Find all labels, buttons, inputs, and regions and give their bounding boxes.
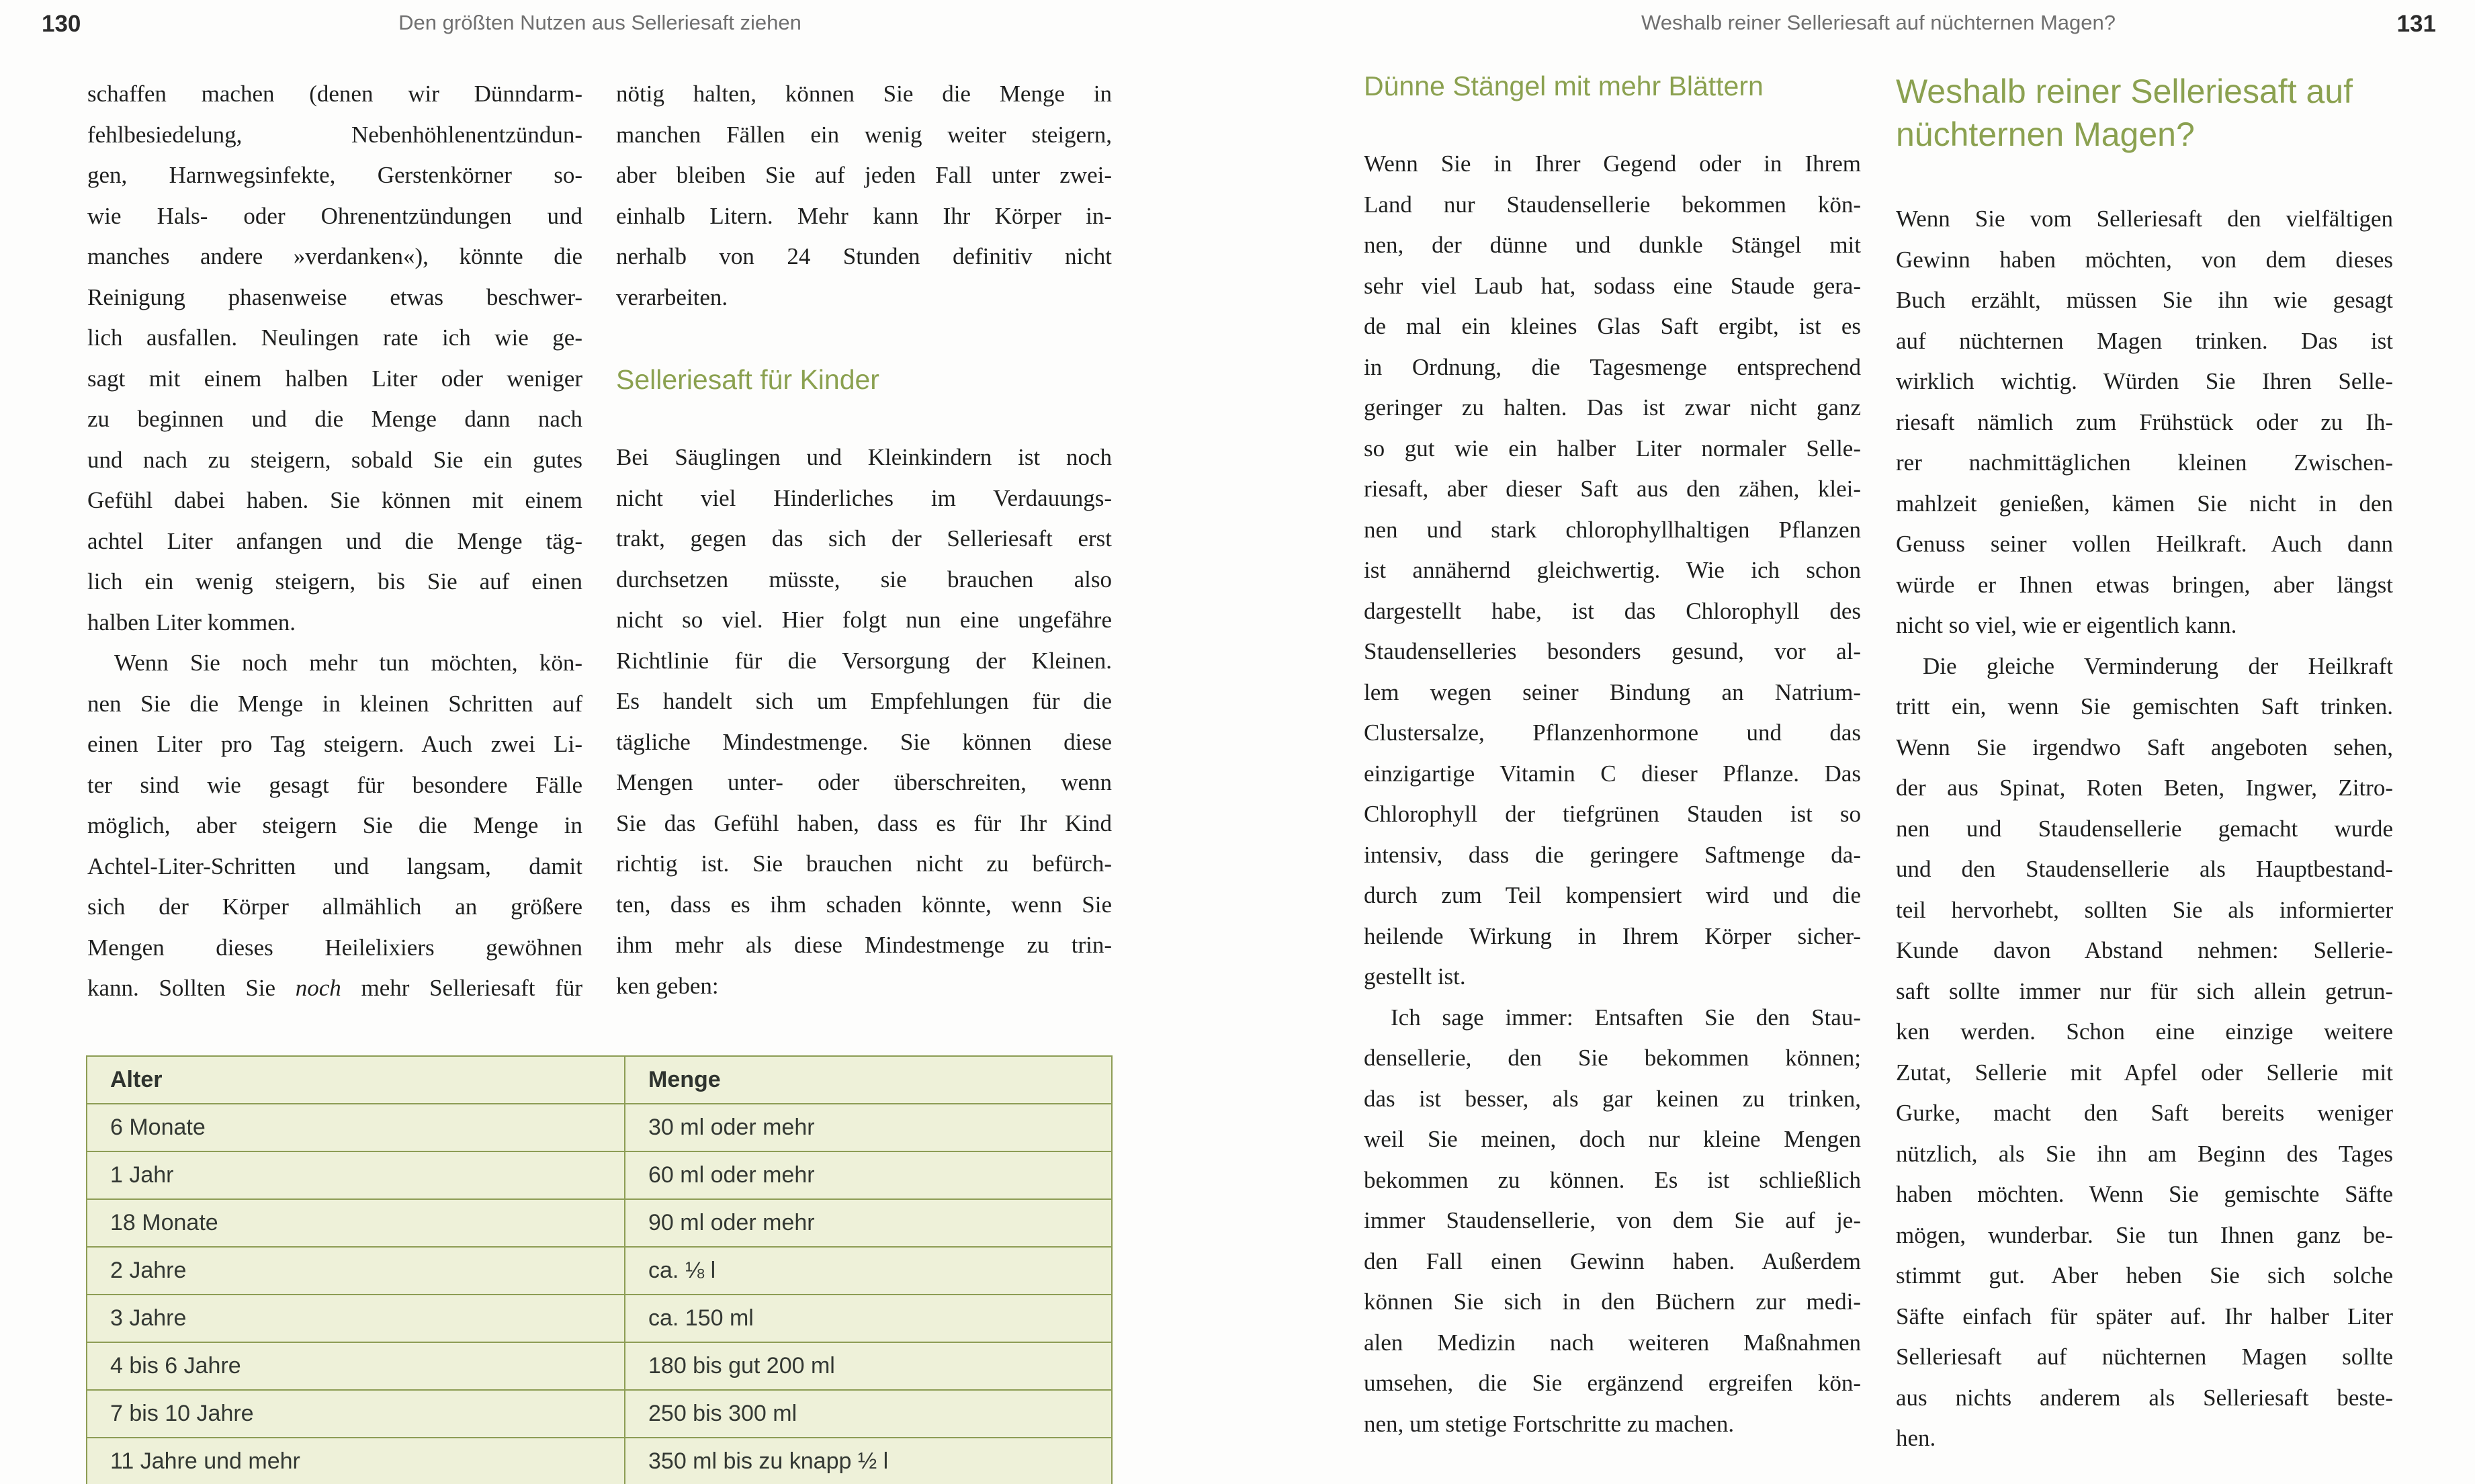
amount-cell: ca. ⅛ l — [625, 1247, 1112, 1295]
amount-cell: 60 ml oder mehr — [625, 1151, 1112, 1199]
page-131-column-2 — [1896, 74, 2393, 1459]
paragraph: Wenn Sie vom Selleriesaft den vielfältigen Gewinn haben möchten, von dem dieses Buch erzählt, müssen Sie ihn wie gesagt auf nüchternen Magen trinken. Das ist wirklich wichtig. Würden Sie Ihren Selle- riesaft nämlich zum Frühstück oder zu Ih- rer nachmittäglichen kleinen Zwischen- mahlzeit genießen, kämen Sie nicht in den Genuss seiner vollen Heilkraft. Auch dann würde er Ihnen etwas bringen, aber längst nicht so viel, wie er eigentlich kann. — [1896, 206, 2393, 638]
page-130-column-1 — [87, 74, 582, 1009]
section-heading: Dünne Stängel mit mehr Blättern — [1364, 71, 1764, 101]
paragraph: nötig halten, können Sie die Menge in manchen Fällen ein wenig weiter steigern, aber bleiben Sie auf jeden Fall unter zwei- einhalb Litern. Mehr kann Ihr Körper in- nerhalb von 24 Stunden definitiv nicht verarbeiten. — [616, 81, 1112, 310]
running-title-left: Den größten Nutzen aus Selleriesaft ziehen — [398, 11, 801, 34]
table-row — [87, 1104, 1112, 1151]
amount-cell: 30 ml oder mehr — [625, 1104, 1112, 1151]
page-131-column-1 — [1364, 71, 1861, 1444]
table-row — [87, 1390, 1112, 1438]
page-number-left: 130 — [42, 11, 81, 37]
paragraph: schaffen machen (denen wir Dünndarm- fehlbesiedelung, Nebenhöhlenentzündun- gen, Harnwegsinfekte, Gerstenkörner so- wie Hals- oder Ohrenentzündungen und manches andere »verdanken«), könnte die Reinigung phasenweise etwas beschwer- lich ausfallen. Neulingen rate ich wie ge- sagt mit einem halben Liter oder weniger zu beginnen und die Menge dann nach und nach zu steigern, sobald Sie ein gutes Gefühl dabei haben. Sie können mit einem achtel Liter anfangen und die Menge täg- lich ein wenig steigern, bis Sie auf einen halben Liter kommen. — [87, 81, 582, 636]
table-row — [87, 1247, 1112, 1295]
table-header-row — [87, 1056, 1112, 1104]
table-row — [87, 1199, 1112, 1247]
age-cell: 18 Monate — [87, 1199, 625, 1247]
amount-cell: ca. 150 ml — [625, 1295, 1112, 1342]
table-row — [87, 1438, 1112, 1484]
table-row — [87, 1151, 1112, 1199]
age-cell: 7 bis 10 Jahre — [87, 1390, 625, 1438]
amount-cell: 90 ml oder mehr — [625, 1199, 1112, 1247]
age-cell: 6 Monate — [87, 1104, 625, 1151]
table-column-header: Menge — [625, 1056, 1112, 1104]
table-row — [87, 1342, 1112, 1390]
paragraph: Bei Säuglingen und Kleinkindern ist noch nicht viel Hinderliches im Verdauungs- trakt, gegen das sich der Selleriesaft erst durchsetzen müsste, sie brauchen also nicht so viel. Hier folgt nun eine ungefähre Richtlinie für die Versorgung der Kleinen. Es handelt sich um Empfehlungen für die tägliche Mindestmenge. Sie können diese Mengen unter- oder überschreiten, wenn Sie das Gefühl haben, dass es für Ihr Kind richtig ist. Sie brauchen nicht zu befürch- ten, dass es ihm schaden könnte, wenn Sie ihm mehr als diese Mindestmenge zu trin- ken geben: — [616, 444, 1112, 999]
table-column-header: Alter — [87, 1056, 625, 1104]
amount-cell: 180 bis gut 200 ml — [625, 1342, 1112, 1390]
section-heading: Selleriesaft für Kinder — [616, 364, 879, 395]
section-heading: Weshalb reiner Selleriesaft auf nüchternen Magen? — [1896, 73, 2353, 153]
table-row — [87, 1295, 1112, 1342]
page-130-column-2 — [616, 74, 1112, 1006]
paragraph: Wenn Sie noch mehr tun möchten, kön- nen Sie die Menge in kleinen Schritten auf einen Liter pro Tag steigern. Auch zwei Li- ter sind wie gesagt für besondere Fälle möglich, aber steigern Sie die Menge in Achtel-Liter-Schritten und langsam, damit sich der Körper allmählich an größere Mengen dieses Heilelixiers gewöhnen kann. Sollten Sie noch mehr Selleriesaft für — [87, 650, 583, 1001]
amount-cell: 350 ml bis zu knapp ½ l — [625, 1438, 1112, 1484]
page-number-right: 131 — [2396, 11, 2436, 37]
amount-cell: 250 bis 300 ml — [625, 1390, 1112, 1438]
age-cell: 2 Jahre — [87, 1247, 625, 1295]
age-cell: 1 Jahr — [87, 1151, 625, 1199]
paragraph: Die gleiche Verminderung der Heilkraft tritt ein, wenn Sie gemischten Saft trinken. Wenn Sie irgendwo Saft angeboten sehen, der aus Spinat, Roten Beten, Ingwer, Zitro- nen und Staudensellerie gemacht wurde und den Staudensellerie als Hauptbestand- teil hervorhebt, sollten Sie als informierter Kunde davon Abstand nehmen: Sellerie- saft sollte immer nur für sich allein getrun- ken werden. Schon eine einzige weitere Zutat, Sellerie mit Apfel oder Sellerie mit Gurke, macht den Saft bereits weniger nützlich, als Sie ihn am Beginn des Tages haben möchten. Wenn Sie gemischte Säfte mögen, wunderbar. Sie tun Ihnen ganz be- stimmt gut. Aber heben Sie sich solche Säfte einfach für später auf. Ihr halber Liter Selleriesaft auf nüchternen Magen sollte aus nichts anderem als Selleriesaft beste- hen. — [1896, 652, 2393, 1451]
paragraph: Wenn Sie in Ihrer Gegend oder in Ihrem Land nur Staudensellerie bekommen kön- nen, der dünne und dunkle Stängel mit sehr viel Laub hat, sodass eine Staude gera- de mal ein kleines Glas Saft ergibt, ist es in Ordnung, die Tagesmenge entsprechend geringer zu halten. Das ist zwar nicht ganz so gut wie ein halber Liter normaler Selle- riesaft, aber dieser Saft aus den zähen, klei- nen und stark chlorophyllhaltigen Pflanzen ist annähernd gleichwertig. Wie ich schon dargestellt habe, ist das Chlorophyll des Staudenselleries besonders gesund, vor al- lem wegen seiner Bindung an Natrium- Clustersalze, Pflanzenhormone und das einzigartige Vitamin C dieser Pflanze. Das Chlorophyll der tiefgrünen Stauden ist so intensiv, dass die geringere Saftmenge da- durch zum Teil kompensiert wird und die heilende Wirkung in Ihrem Körper sicher- gestellt ist. — [1364, 150, 1861, 990]
paragraph: Ich sage immer: Entsaften Sie den Stau- densellerie, den Sie bekommen können; das ist besser, als gar keinen zu trinken, weil Sie meinen, doch nur kleine Mengen bekommen zu können. Es ist schließlich immer Staudensellerie, von dem Sie auf je- den Fall einen Gewinn haben. Außerdem können Sie sich in den Büchern zur medi- alen Medizin nach weiteren Maßnahmen umsehen, die Sie ergänzend ergreifen kön- nen, um stetige Fortschritte zu machen. — [1364, 1004, 1861, 1437]
age-cell: 3 Jahre — [87, 1295, 625, 1342]
age-cell: 4 bis 6 Jahre — [87, 1342, 625, 1390]
dosage-table — [86, 1055, 1113, 1484]
age-cell: 11 Jahre und mehr — [87, 1438, 625, 1484]
running-title-right: Weshalb reiner Selleriesaft auf nüchternen Magen? — [1641, 11, 2116, 34]
